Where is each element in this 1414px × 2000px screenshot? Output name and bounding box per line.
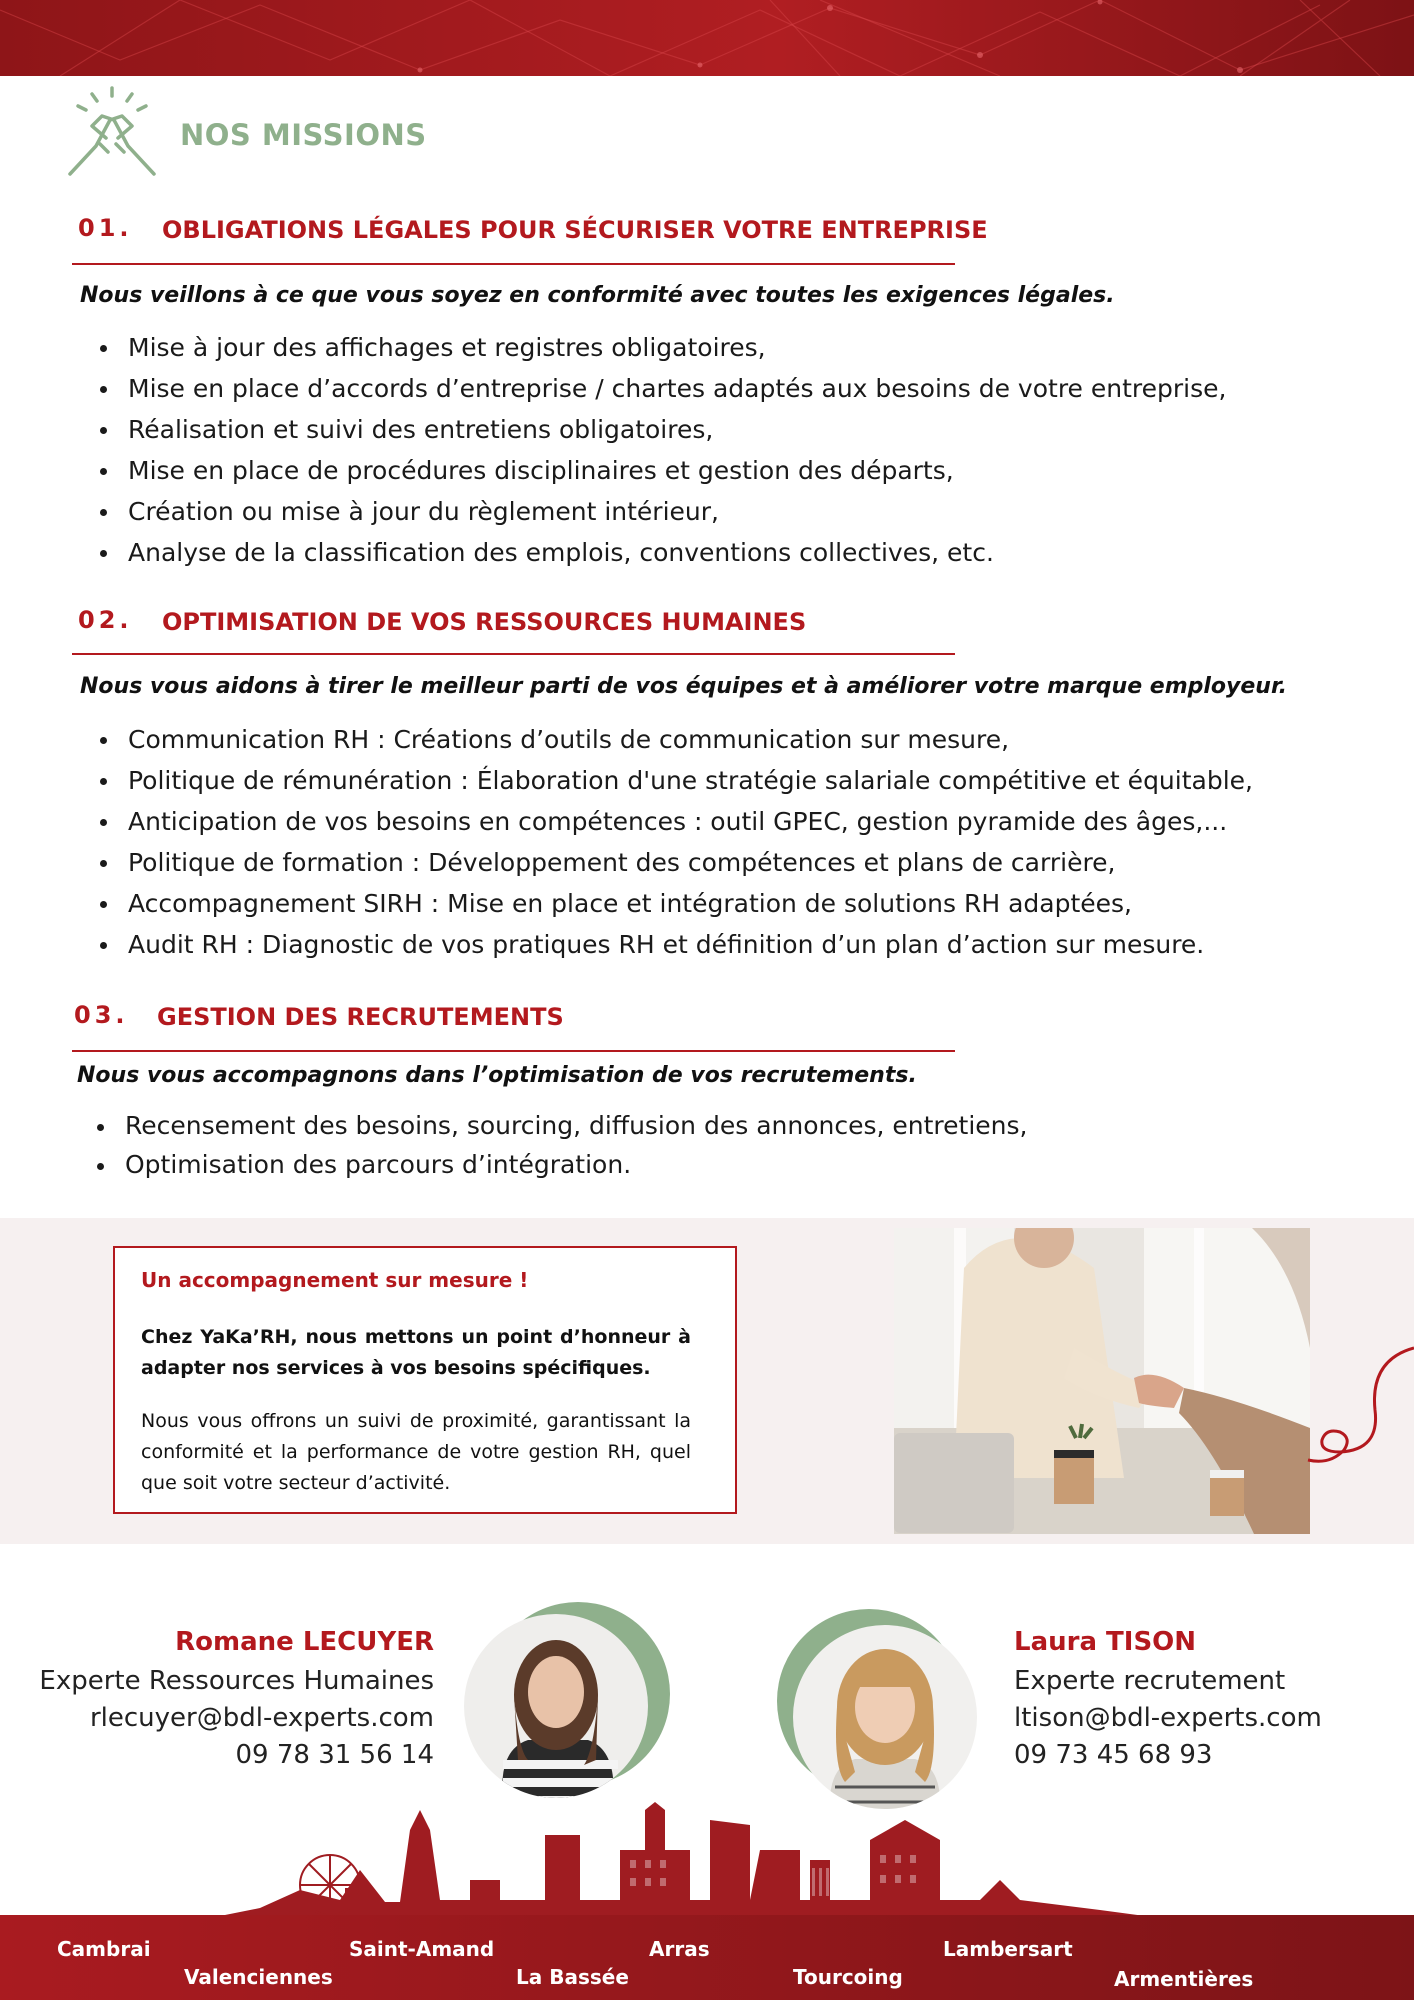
list-item: Accompagnement SIRH : Mise en place et intégration de solutions RH adaptées, <box>78 883 1253 924</box>
contact-email[interactable]: ltison@bdl-experts.com <box>1014 1703 1322 1733</box>
bullet-list <box>75 1106 1027 1184</box>
contact-role: Experte Ressources Humaines <box>39 1666 434 1696</box>
page-title: NOS MISSIONS <box>180 118 427 152</box>
top-banner <box>0 0 1414 76</box>
list-item: Optimisation des parcours d’intégration. <box>75 1145 1027 1184</box>
avatar <box>775 1607 985 1813</box>
section-intro: Nous veillons à ce que vous soyez en conformité avec toutes les exigences légales. <box>80 283 1115 308</box>
section-divider <box>72 653 955 655</box>
section-intro: Nous vous aidons à tirer le meilleur parti de vos équipes et à améliorer votre marque employeur. <box>80 674 1288 699</box>
contact-name: Romane LECUYER <box>175 1627 434 1657</box>
list-item: Politique de formation : Développement des compétences et plans de carrière, <box>78 842 1253 883</box>
section-number: 03. <box>74 1001 129 1029</box>
contact-role: Experte recrutement <box>1014 1666 1286 1696</box>
handshake-icon <box>60 86 164 186</box>
handshake-photo <box>894 1228 1310 1534</box>
section-number: 02. <box>78 606 133 634</box>
contact-name: Laura TISON <box>1014 1627 1197 1657</box>
list-item: Analyse de la classification des emplois, conventions collectives, etc. <box>78 532 1226 573</box>
section-divider <box>72 1050 955 1052</box>
contact-phone[interactable]: 09 78 31 56 14 <box>235 1740 434 1770</box>
bullet-list <box>78 327 1226 573</box>
contact-email[interactable]: rlecuyer@bdl-experts.com <box>89 1703 434 1733</box>
city-label: Armentières <box>1114 1967 1254 1991</box>
avatar <box>458 1600 670 1805</box>
city-label: Cambrai <box>57 1937 151 1961</box>
section-intro: Nous vous accompagnons dans l’optimisation de vos recrutements. <box>77 1063 917 1088</box>
callout-body: Nous vous offrons un suivi de proximité, garantissant la conformité et la performance de votre gestion RH, quel que soit votre secteur d’activité. <box>141 1410 691 1494</box>
list-item: Mise à jour des affichages et registres obligatoires, <box>78 327 1226 368</box>
list-item: Politique de rémunération : Élaboration d'une stratégie salariale compétitive et équitable, <box>78 760 1253 801</box>
list-item: Recensement des besoins, sourcing, diffusion des annonces, entretiens, <box>75 1106 1027 1145</box>
section-number: 01. <box>78 214 133 242</box>
bullet-list <box>78 719 1253 965</box>
city-label: La Bassée <box>516 1965 629 1989</box>
city-label: Arras <box>649 1937 710 1961</box>
list-item: Création ou mise à jour du règlement intérieur, <box>78 491 1226 532</box>
city-label: Tourcoing <box>793 1965 903 1989</box>
list-item: Réalisation et suivi des entretiens obligatoires, <box>78 409 1226 450</box>
callout-lead: Chez YaKa’RH, nous mettons un point d’honneur à adapter nos services à vos besoins spécifiques. <box>141 1326 691 1379</box>
banner-network-pattern <box>0 0 1414 76</box>
section-title: OBLIGATIONS LÉGALES POUR SÉCURISER VOTRE ENTREPRISE <box>162 216 988 244</box>
section-title: OPTIMISATION DE VOS RESSOURCES HUMAINES <box>162 608 807 636</box>
list-item: Communication RH : Créations d’outils de communication sur mesure, <box>78 719 1253 760</box>
section-title: GESTION DES RECRUTEMENTS <box>157 1003 564 1031</box>
contact-phone[interactable]: 09 73 45 68 93 <box>1014 1740 1213 1770</box>
list-item: Audit RH : Diagnostic de vos pratiques RH et définition d’un plan d’action sur mesure. <box>78 924 1253 965</box>
list-item: Anticipation de vos besoins en compétences : outil GPEC, gestion pyramide des âges,... <box>78 801 1253 842</box>
decorative-swirl <box>1300 1340 1414 1500</box>
city-label: Lambersart <box>943 1937 1073 1961</box>
section-divider <box>72 263 955 265</box>
city-label: Saint-Amand <box>349 1937 495 1961</box>
list-item: Mise en place d’accords d’entreprise / chartes adaptés aux besoins de votre entreprise, <box>78 368 1226 409</box>
list-item: Mise en place de procédures disciplinaires et gestion des départs, <box>78 450 1226 491</box>
city-label: Valenciennes <box>184 1965 333 1989</box>
callout-title: Un accompagnement sur mesure ! <box>141 1268 529 1292</box>
city-skyline-illustration <box>0 1790 1414 1920</box>
